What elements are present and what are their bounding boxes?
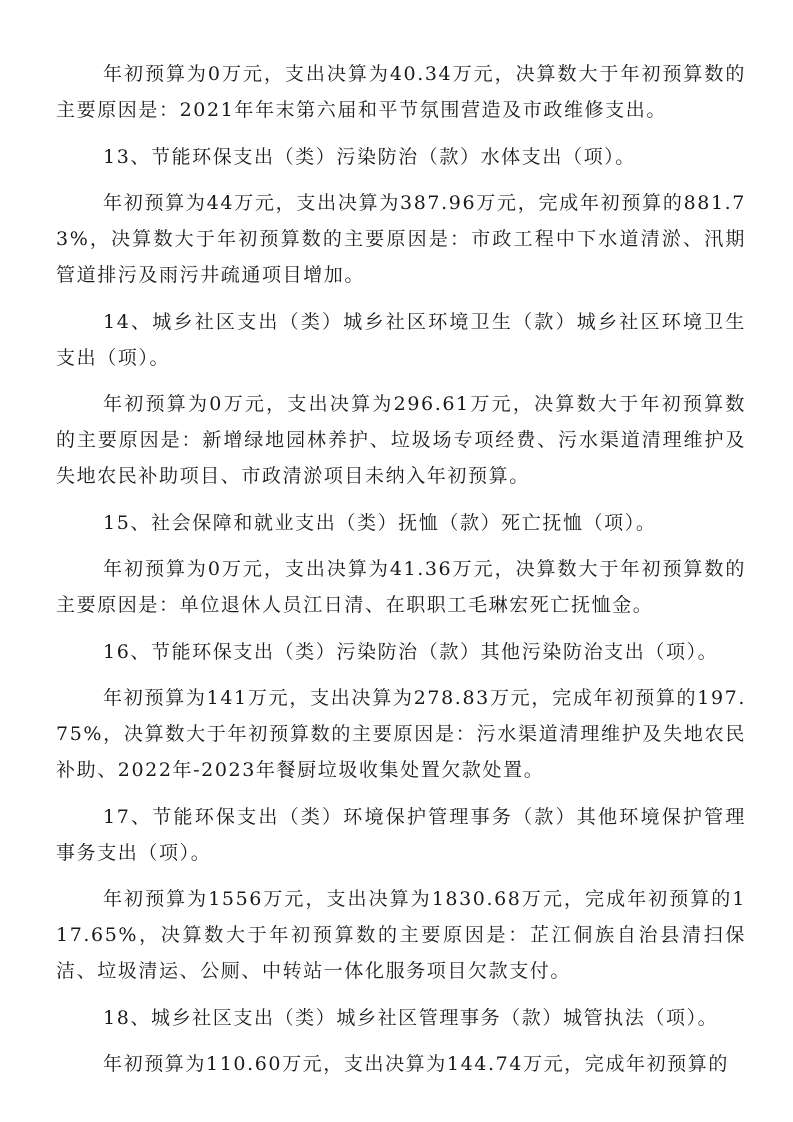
paragraph-budget-note-17: 年初预算为1556万元，支出决算为1830.68万元，完成年初预算的117.65%，决算数大于年初预算数的主要原因是：芷江侗族自治县清扫保洁、垃圾清运、公厕、中转站一体化服务项目欠款支付。 <box>56 888 746 982</box>
item-heading-17: 17、节能环保支出（类）环境保护管理事务（款）其他环境保护管理事务支出（项）。 <box>56 805 746 864</box>
paragraph-budget-note-12: 年初预算为0万元，支出决算为40.34万元，决算数大于年初预算数的主要原因是：2021年年末第六届和平节氛围营造及市政维修支出。 <box>56 63 746 121</box>
item-heading-16: 16、节能环保支出（类）污染防治（款）其他污染防治支出（项）。 <box>103 640 719 663</box>
document-body <box>56 56 746 1093</box>
paragraph-budget-note-16: 年初预算为141万元，支出决算为278.83万元，完成年初预算的197.75%，决算数大于年初预算数的主要原因是：污水渠道清理维护及失地农民补助、2022年-2023年餐厨垃圾收集处置欠款处置。 <box>56 687 746 781</box>
paragraph-budget-note-15: 年初预算为0万元，支出决算为41.36万元，决算数大于年初预算数的主要原因是：单位退休人员江日清、在职职工毛琳宏死亡抚恤金。 <box>56 558 746 616</box>
item-heading-13: 13、节能环保支出（类）污染防治（款）水体支出（项）。 <box>103 145 636 168</box>
paragraph-budget-note-18: 年初预算为110.60万元，支出决算为144.74万元，完成年初预算的 <box>103 1053 729 1075</box>
item-heading-15: 15、社会保障和就业支出（类）抚恤（款）死亡抚恤（项）。 <box>103 511 657 534</box>
paragraph-budget-note-13: 年初预算为44万元，支出决算为387.96万元，完成年初预算的881.73%，决算数大于年初预算数的主要原因是：市政工程中下水道清淤、汛期管道排污及雨污井疏通项目增加。 <box>56 192 746 286</box>
paragraph-budget-note-14: 年初预算为0万元，支出决算为296.61万元，决算数大于年初预算数的主要原因是：新增绿地园林养护、垃圾场专项经费、污水渠道清理维护及失地农民补助项目、市政清淤项目未纳入年初预算。 <box>56 393 746 487</box>
item-heading-18: 18、城乡社区支出（类）城乡社区管理事务（款）城管执法（项）。 <box>103 1006 719 1029</box>
item-heading-14: 14、城乡社区支出（类）城乡社区环境卫生（款）城乡社区环境卫生支出（项）。 <box>56 310 746 369</box>
